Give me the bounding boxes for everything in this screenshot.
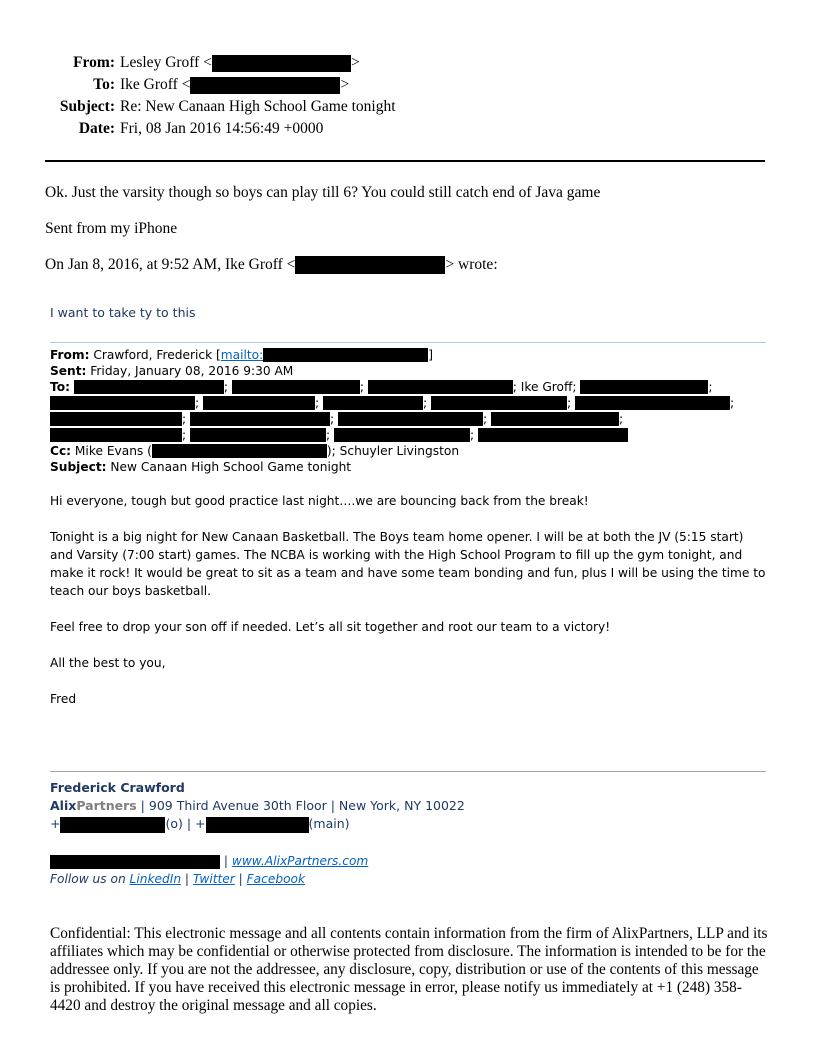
phone-office: (o) | + bbox=[165, 816, 206, 831]
separator: ; bbox=[469, 428, 475, 442]
from-label: From: bbox=[73, 54, 115, 71]
quoted-subject-value: New Canaan High School Game tonight bbox=[110, 460, 352, 474]
redaction-box bbox=[323, 396, 423, 410]
signature-phone-line bbox=[50, 815, 465, 833]
facebook-link[interactable]: Facebook bbox=[246, 872, 306, 886]
redaction-box bbox=[190, 77, 340, 94]
redaction-box bbox=[575, 396, 730, 410]
quoted-from-value: Crawford, Frederick [ bbox=[93, 348, 221, 362]
signature-address: | 909 Third Avenue 30th Floor | New York, NY 10022 bbox=[136, 798, 465, 813]
redaction-box bbox=[190, 428, 326, 442]
quoted-para-4: All the best to you, bbox=[50, 656, 166, 670]
redaction-box bbox=[491, 412, 619, 426]
separator: ; bbox=[566, 396, 572, 410]
quoted-to-ike: ; Ike Groff; bbox=[512, 380, 577, 394]
quoted-para-2: Tonight is a big night for New Canaan Basketball. The Boys team home opener. I will be at both the JV (5:15 start) and Varsity (7:00 start) games. The NCBA is working with the High School Program to fill up the gym tonight, and make it rock! It would be great to sit as a team and have some team bonding and fun, plus I will be using the time to teach our boys basketball. bbox=[50, 530, 766, 598]
quoted-to-label: To: bbox=[50, 380, 70, 394]
date-label: Date: bbox=[78, 120, 115, 137]
header-subject-row bbox=[0, 96, 816, 118]
header-from-row bbox=[0, 52, 816, 74]
to-end: > bbox=[340, 76, 350, 93]
redaction-box bbox=[50, 412, 182, 426]
redaction-box bbox=[334, 428, 470, 442]
email-header bbox=[0, 52, 816, 140]
quoted-to-row-2 bbox=[50, 395, 766, 411]
reply-line-2: Sent from my iPhone bbox=[45, 220, 178, 237]
redaction-box bbox=[232, 380, 360, 394]
redaction-box bbox=[206, 817, 309, 833]
quoted-para-1: Hi everyone, tough but good practice last night….we are bouncing back from the break! bbox=[50, 494, 589, 508]
quoted-subject-row bbox=[50, 459, 766, 475]
signature-web-line bbox=[50, 852, 368, 870]
website-link[interactable]: www.AlixPartners.com bbox=[231, 854, 369, 868]
signature-links bbox=[50, 852, 368, 888]
redaction-box bbox=[190, 412, 330, 426]
quoted-cc-end: ); Schuyler Livingston bbox=[326, 444, 460, 458]
linkedin-link[interactable]: LinkedIn bbox=[129, 872, 182, 886]
reply-wrote-end: > wrote: bbox=[445, 256, 498, 273]
separator: ; bbox=[325, 428, 331, 442]
header-date-row bbox=[0, 118, 816, 140]
redaction-box bbox=[263, 348, 428, 362]
company-logo-alix: Alix bbox=[50, 798, 77, 813]
signature-social-line bbox=[50, 870, 368, 888]
quoted-para-5: Fred bbox=[50, 692, 77, 706]
reply-line-1: Ok. Just the varsity though so boys can play till 6? You could still catch end of Java game bbox=[45, 184, 601, 201]
signature bbox=[50, 779, 465, 833]
separator: ; bbox=[182, 428, 187, 442]
from-value: Lesley Groff < bbox=[120, 54, 212, 71]
separator: ; bbox=[195, 396, 200, 410]
quoted-from-end: ] bbox=[428, 348, 433, 362]
quoted-to-row-4 bbox=[50, 427, 766, 443]
signature-divider bbox=[50, 771, 766, 772]
phone-prefix: + bbox=[50, 816, 61, 831]
separator: | bbox=[234, 872, 247, 886]
separator: ; bbox=[618, 412, 624, 426]
quoted-from-row bbox=[50, 347, 766, 363]
redaction-box bbox=[478, 428, 628, 442]
redaction-box bbox=[368, 380, 513, 394]
redaction-box bbox=[338, 412, 483, 426]
redaction-box bbox=[580, 380, 708, 394]
from-end: > bbox=[350, 54, 360, 71]
separator: ; bbox=[422, 396, 428, 410]
separator: ; bbox=[359, 380, 364, 394]
separator: ; bbox=[182, 412, 187, 426]
signature-company-line bbox=[50, 797, 465, 815]
reply-wrote-start: On Jan 8, 2016, at 9:52 AM, Ike Groff < bbox=[45, 256, 296, 273]
redaction-box bbox=[295, 256, 445, 274]
redaction-box bbox=[50, 428, 182, 442]
date-value: Fri, 08 Jan 2016 14:56:49 +0000 bbox=[120, 120, 324, 137]
separator: ; bbox=[482, 412, 488, 426]
redaction-box bbox=[50, 396, 195, 410]
redaction-box bbox=[431, 396, 567, 410]
quoted-to-row-3 bbox=[50, 411, 766, 427]
quoted-from-label: From: bbox=[50, 348, 90, 362]
follow-label: Follow us on bbox=[50, 872, 130, 886]
redaction-box bbox=[50, 855, 220, 869]
mailto-link[interactable]: mailto: bbox=[220, 348, 264, 362]
phone-main: (main) bbox=[308, 816, 350, 831]
subject-label: Subject: bbox=[59, 98, 115, 115]
quoted-para-3: Feel free to drop your son off if needed. Let’s all sit together and root our team to a victory! bbox=[50, 620, 611, 634]
redaction-box bbox=[74, 380, 224, 394]
separator: | bbox=[181, 872, 193, 886]
quoted-sent-label: Sent: bbox=[50, 364, 87, 378]
quoted-divider bbox=[50, 342, 766, 343]
header-divider bbox=[45, 160, 765, 162]
redaction-box bbox=[152, 444, 327, 458]
quoted-cc-row bbox=[50, 443, 766, 459]
separator: ; bbox=[729, 396, 735, 410]
quoted-cc-label: Cc: bbox=[50, 444, 72, 458]
quoted-subject-label: Subject: bbox=[50, 460, 107, 474]
separator: ; bbox=[329, 412, 335, 426]
redaction-box bbox=[60, 817, 165, 833]
quoted-to-row bbox=[50, 379, 766, 395]
quoted-sent-value: Friday, January 08, 2016 9:30 AM bbox=[90, 364, 294, 378]
separator: ; bbox=[708, 380, 713, 394]
signature-name: Frederick Crawford bbox=[50, 780, 185, 795]
quoted-header bbox=[50, 347, 766, 475]
separator: | bbox=[220, 854, 232, 868]
separator: ; bbox=[223, 380, 228, 394]
subject-value: Re: New Canaan High School Game tonight bbox=[120, 98, 396, 115]
to-label: To: bbox=[93, 76, 115, 93]
reply-line-3 bbox=[45, 255, 498, 275]
redaction-box bbox=[203, 396, 315, 410]
quoted-cc-start: Mike Evans ( bbox=[74, 444, 152, 458]
header-to-row bbox=[0, 74, 816, 96]
quoted-sent-row bbox=[50, 363, 766, 379]
company-logo-partners: Partners bbox=[76, 798, 137, 813]
confidentiality-notice: Confidential: This electronic message and all contents contain information from the firm of AlixPartners, LLP and its affiliates which may be confidential or otherwise protected from disclosure. The information is intended to be for the addressee only. If you are not the addressee, any disclosure, copy, distribution or use of the contents of this message is prohibited. If you have received this electronic message in error, please notify us immediately at +1 (248) 358-4420 and destroy the original message and all copies. bbox=[50, 925, 768, 1014]
to-value: Ike Groff < bbox=[120, 76, 191, 93]
twitter-link[interactable]: Twitter bbox=[192, 872, 235, 886]
quoted-intro: I want to take ty to this bbox=[50, 305, 196, 320]
redaction-box bbox=[212, 55, 351, 72]
separator: ; bbox=[314, 396, 320, 410]
